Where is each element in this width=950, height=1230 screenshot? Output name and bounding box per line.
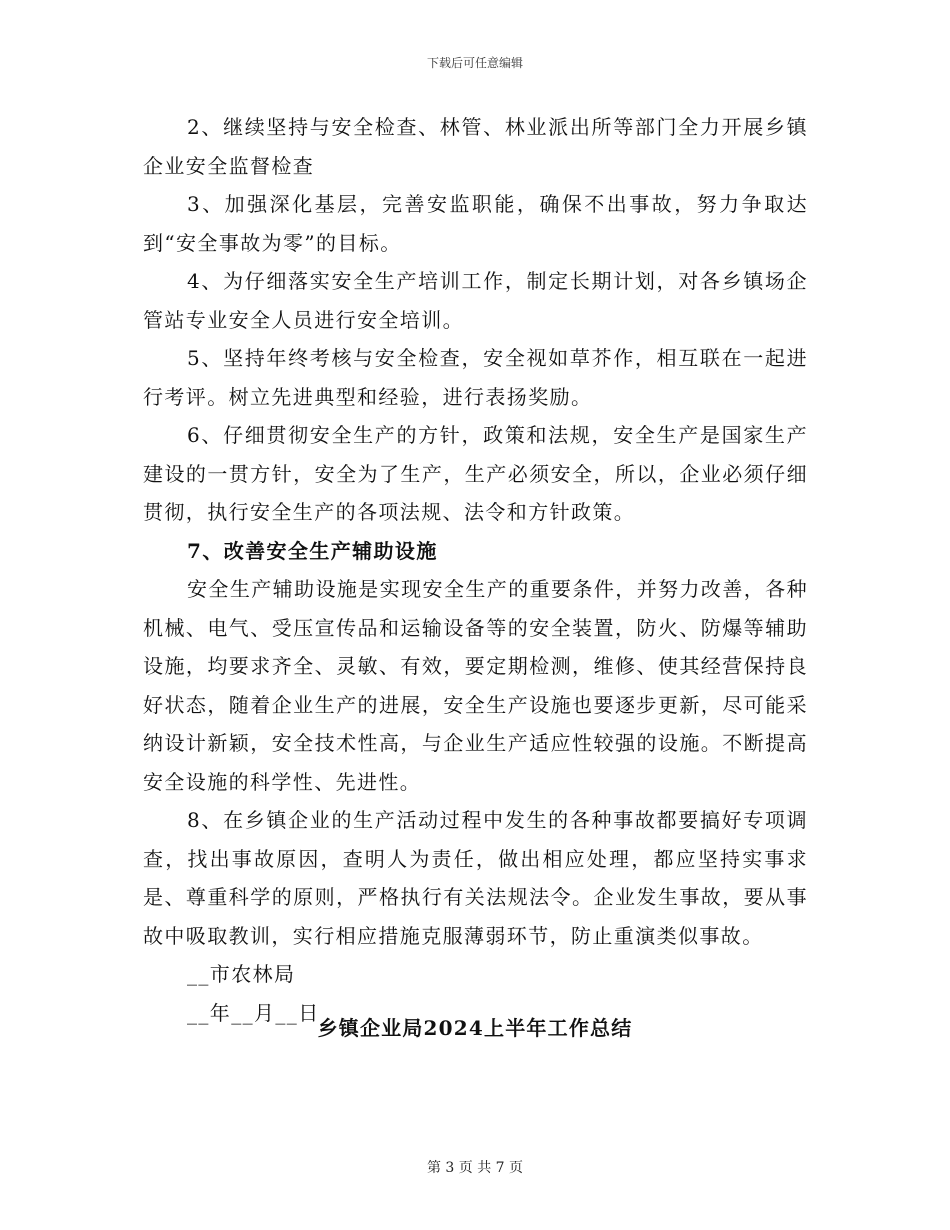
paragraph-item-2: 2、继续坚持与安全检查、林管、林业派出所等部门全力开展乡镇企业安全监督检查: [143, 115, 808, 178]
signature-date: __年__月__日: [187, 1000, 320, 1025]
paragraph-facilities: 安全生产辅助设施是实现安全生产的重要条件，并努力改善，各种机械、电气、受压宣传品和运输设备等的安全装置，防火、防爆等辅助设施，均要求齐全、灵敏、有效，要定期检测，维修、使其经营保持良好状态，随着企业生产的进展，安全生产设施也要逐步更新，尽可能采纳设计新颖，安全技术性高，与企业生产适应性较强的设施。不断提高安全设施的科学性、先进性。: [143, 577, 808, 794]
paragraph-item-6: 6、仔细贯彻安全生产的方针，政策和法规，安全生产是国家生产建设的一贯方针，安全为了生产，生产必须安全，所以，企业必须仔细贯彻，执行安全生产的各项法规、法令和方针政策。: [143, 423, 808, 524]
header-note: 下载后可任意编辑: [426, 56, 523, 70]
next-document-title: 乡镇企业局2024上半年工作总结: [317, 1016, 633, 1040]
paragraph-item-8: 8、在乡镇企业的生产活动过程中发生的各种事故都要搞好专项调查，找出事故原因，查明人为责任，做出相应处理，都应坚持实事求是、尊重科学的原则，严格执行有关法规法令。企业发生事故，要从事故中吸取教训，实行相应措施克服薄弱环节，防止重演类似事故。: [143, 808, 808, 948]
paragraph-item-4: 4、为仔细落实安全生产培训工作，制定长期计划，对各乡镇场企管站专业安全人员进行安全培训。: [143, 269, 808, 332]
paragraph-item-5: 5、坚持年终考核与安全检查，安全视如草芥作，相互联在一起进行考评。树立先进典型和经验，进行表扬奖励。: [143, 346, 808, 409]
document-body: [143, 108, 808, 1032]
signature-org: __市农林局: [187, 962, 296, 986]
section-heading-7: 7、改善安全生产辅助设施: [187, 538, 438, 563]
page-number-footer: 第 3 页 共 7 页: [426, 1160, 524, 1176]
paragraph-item-3: 3、加强深化基层，完善安监职能，确保不出事故，努力争取达到“安全事故为零”的目标。: [143, 192, 808, 255]
